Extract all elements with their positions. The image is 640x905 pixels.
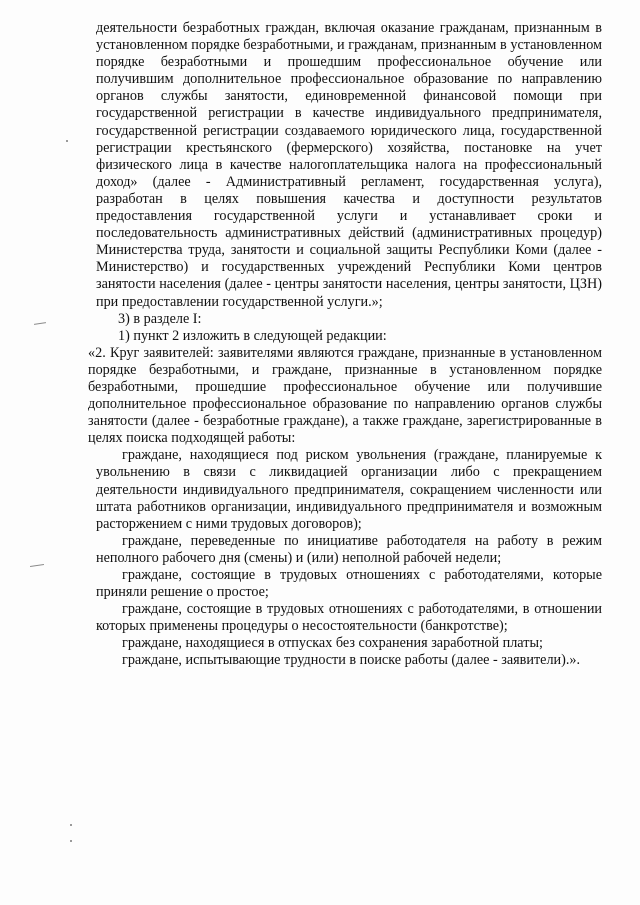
paragraph-risk-of-dismissal: граждане, находящиеся под риском увольнения (граждане, планируемые к увольнению в связи с ликвидацией организации либо с прекращением деятельности индивидуального предпринимателя, сокращением численности или штата работников организации, индивидуального предпринимателя и возможным расторжением с ними трудовых договоров); [96,447,602,532]
scan-dot [66,140,68,142]
paragraph-item-instruction: 1) пункт 2 изложить в следующей редакции: [118,327,387,344]
paragraph-section-heading: 3) в разделе I: [118,310,202,327]
paragraph-applicants-definition: «2. Круг заявителей: заявителями являются граждане, признанные в установленном порядке безработными, и граждане, признанные в установленном порядке безработными, прошедшие профессиональное обучение или получившие дополнительное профессиональное образование по направлению органов службы занятости (далее - безработные граждане), а также граждане, зарегистрированные в целях поиска подходящей работы: [88,344,602,447]
paragraph-job-search-difficulties: граждане, испытывающие трудности в поиске работы (далее - заявители).». [122,652,581,669]
paragraph-unpaid-leave: граждане, находящиеся в отпусках без сохранения заработной платы; [122,635,543,652]
scan-dot [70,840,72,842]
paragraph-idle-time: граждане, состоящие в трудовых отношениях с работодателями, которые приняли решение о простое; [96,567,602,601]
paragraph-insolvency: граждане, состоящие в трудовых отношениях с работодателями, в отношении которых применены процедуры о несостоятельности (банкротстве); [96,601,602,635]
scan-mark [30,564,44,567]
document-body [88,20,602,670]
scan-mark [34,322,46,325]
paragraph-part-time-transfer: граждане, переведенные по инициативе работодателя на работу в режим неполного рабочего дня (смены) и (или) неполной рабочей недели; [96,532,602,566]
scan-dot [70,824,72,826]
paragraph-regulation-purpose: деятельности безработных граждан, включая оказание гражданам, признанным в установленном порядке безработными, и гражданам, признанным в установленном порядке безработными и прошедшим профессиональное обучение или получившим дополнительное профессиональное образование по направлению органов службы занятости, единовременной финансовой помощи при государственной регистрации в качестве индивидуального предпринимателя, государственной регистрации создаваемого юридического лица, государственной регистрации крестьянского (фермерского) хозяйства, постановке на учет физического лица в качестве налогоплательщика налога на профессиональный доход» (далее - Административный регламент, государственная услуга), разработан в целях повышения качества и доступности результатов предоставления государственной услуги и устанавливает сроки и последовательность административных действий (административных процедур) Министерства труда, занятости и социальной защиты Республики Коми (далее - Министерство) и государственных учреждений Республики Коми центров занятости населения (далее - центры занятости населения, центры занятости, ЦЗН) при предоставлении государственной услуги.»; [96,20,602,310]
